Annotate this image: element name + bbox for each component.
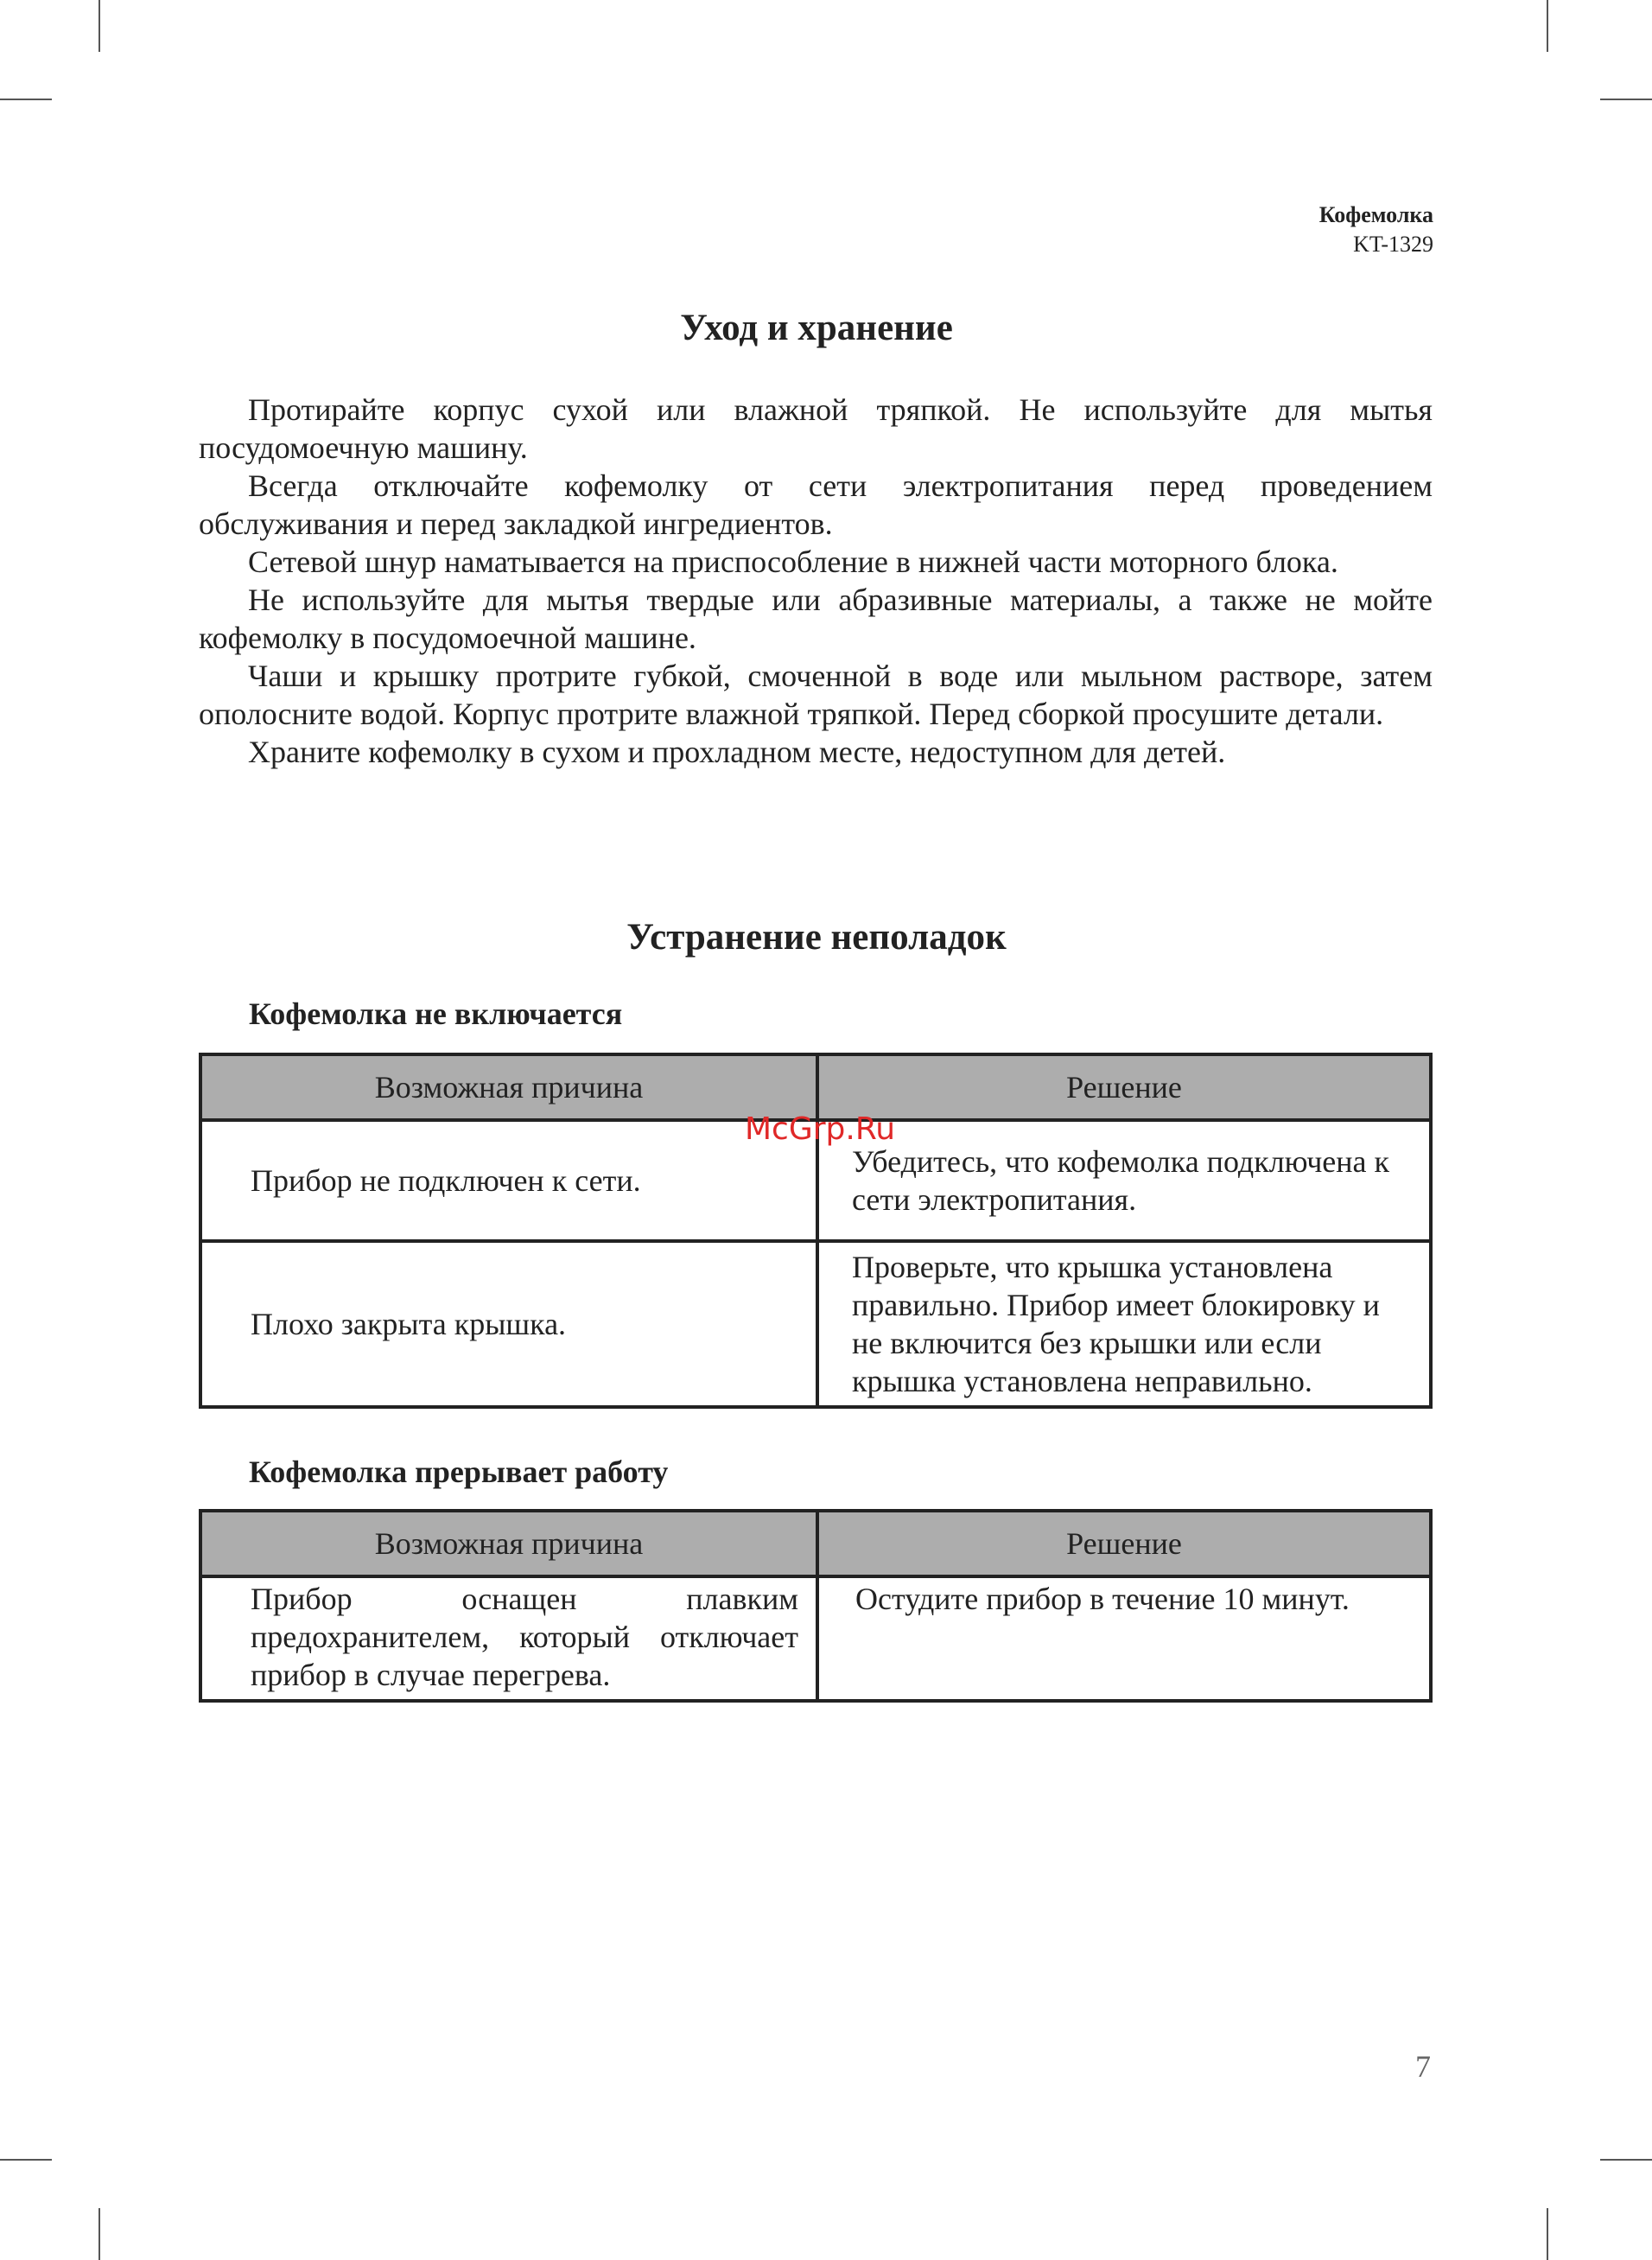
care-paragraph: Храните кофемолку в сухом и прохладном месте, недоступном для детей.	[248, 735, 1226, 769]
cause-cell: Плохо закрыта крышка.	[200, 1241, 817, 1407]
troubleshooting-title: Устранение неполадок	[626, 917, 1007, 958]
solution-cell: Остудите прибор в течение 10 минут.	[817, 1576, 1431, 1701]
column-header-solution: Решение	[817, 1511, 1431, 1576]
table-row	[200, 1576, 1431, 1701]
crop-mark	[1547, 0, 1548, 52]
crop-mark	[98, 2208, 100, 2260]
care-paragraph: Сетевой шнур наматывается на приспособление в нижней части моторного блока.	[248, 544, 1338, 579]
running-header	[1319, 201, 1433, 259]
table-heading-2: Кофемолка прерывает работу	[249, 1455, 669, 1489]
troubleshooting-table-1	[199, 1053, 1433, 1409]
header-model: KT-1329	[1353, 232, 1433, 257]
watermark: McGrp.Ru	[745, 1111, 896, 1147]
crop-mark	[1600, 99, 1652, 100]
column-header-solution: Решение	[817, 1054, 1431, 1120]
page-number: 7	[1415, 2049, 1431, 2084]
crop-mark	[1547, 2208, 1548, 2260]
care-text	[199, 391, 1433, 771]
table-row	[200, 1241, 1431, 1407]
crop-mark	[1600, 2159, 1652, 2161]
table-header-row	[200, 1054, 1431, 1120]
solution-cell: Убедитесь, что кофемолка подключена к сети электропитания.	[817, 1120, 1431, 1241]
cause-cell: Прибор оснащен плавким предохранителем, который отключает прибор в случае перегрева.	[200, 1576, 817, 1701]
troubleshooting-table-2	[199, 1509, 1433, 1703]
solution-cell: Проверьте, что крышка установлена правильно. Прибор имеет блокировку и не включится без крышки или если крышка установлена неправильно.	[817, 1241, 1431, 1407]
crop-mark	[0, 99, 52, 100]
table-header-row	[200, 1511, 1431, 1576]
table-heading-1: Кофемолка не включается	[249, 996, 623, 1031]
care-paragraph: Не используйте для мытья твердые или абразивные материалы, а также не мойте кофемолку в посудомоечной машине.	[199, 583, 1433, 655]
column-header-cause: Возможная причина	[200, 1054, 817, 1120]
header-product: Кофемолка	[1318, 202, 1433, 227]
column-header-cause: Возможная причина	[200, 1511, 817, 1576]
care-paragraph: Протирайте корпус сухой или влажной тряпкой. Не используйте для мытья посудомоечную машину.	[199, 392, 1433, 465]
cause-cell: Прибор не подключен к сети.	[200, 1120, 817, 1241]
crop-mark	[98, 0, 100, 52]
care-title: Уход и хранение	[680, 308, 953, 348]
crop-mark	[0, 2159, 52, 2161]
care-paragraph: Чаши и крышку протрите губкой, смоченной в воде или мыльном растворе, затем ополосните водой. Корпус протрите влажной тряпкой. Перед сборкой просушите детали.	[199, 659, 1433, 731]
care-paragraph: Всегда отключайте кофемолку от сети электропитания перед проведением обслуживания и перед закладкой ингредиентов.	[199, 468, 1433, 541]
